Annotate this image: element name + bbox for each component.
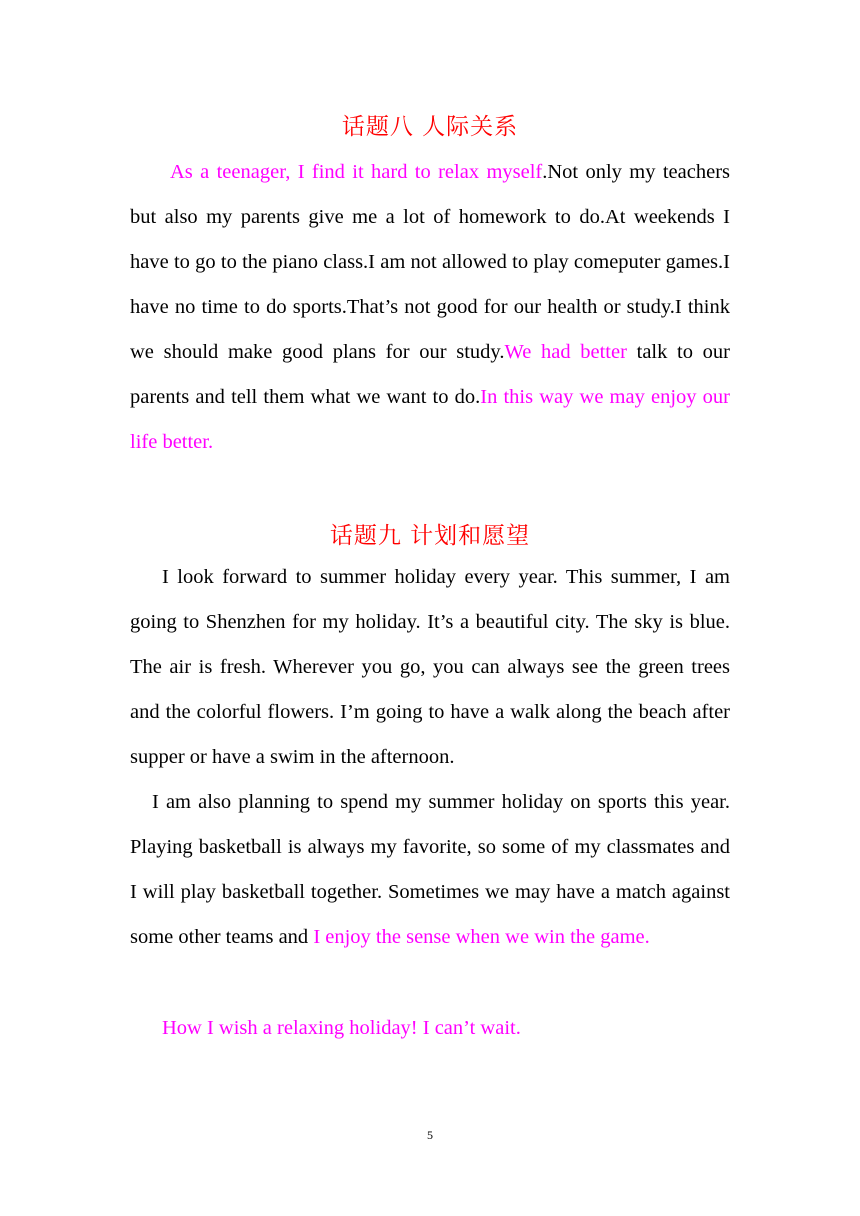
section-8-heading: 话题八 人际关系 xyxy=(341,114,519,140)
page-number: 5 xyxy=(427,1128,433,1142)
highlighted-sentence: In this way we may enjoy our life better. xyxy=(130,386,730,453)
section-9-paragraph-1: I look forward to summer holiday every year. This summer, I am going to Shenzhen for my holiday. It’s a beautiful city. The sky is blue. The air is fresh. Wherever you go, you can always see the green trees and the colorful flowers. I’m going to have a walk along the beach after supper or have a swim in the afternoon. xyxy=(130,566,730,768)
body-text: .Not only my teachers but also my parents give me a lot of homework to do.At weekends I have to go to the piano class.I am not allowed to play comeputer games.I have no time to do sports.That’s not good for our health or study.I think we should make good plans for our study. xyxy=(130,161,730,363)
highlighted-sentence: As a teenager, I find it hard to relax myself xyxy=(170,161,543,183)
body-text: I am also planning to spend my summer holiday on sports this year. Playing basketball is always my favorite, so some of my classmates and I will play basketball together. Sometimes we may have a match against some other teams and xyxy=(130,791,730,948)
highlighted-phrase: We had better xyxy=(504,341,627,363)
body-text: talk to our parents and tell them what we want to do. xyxy=(130,341,731,408)
section-9-heading: 话题九 计划和愿望 xyxy=(329,523,531,549)
section-9-paragraph-3: How I wish a relaxing holiday! I can’t wait. xyxy=(162,1017,521,1039)
highlighted-sentence: I enjoy the sense when we win the game. xyxy=(313,926,650,948)
section-8-paragraph xyxy=(130,150,730,465)
section-9-paragraph-2 xyxy=(130,780,730,960)
